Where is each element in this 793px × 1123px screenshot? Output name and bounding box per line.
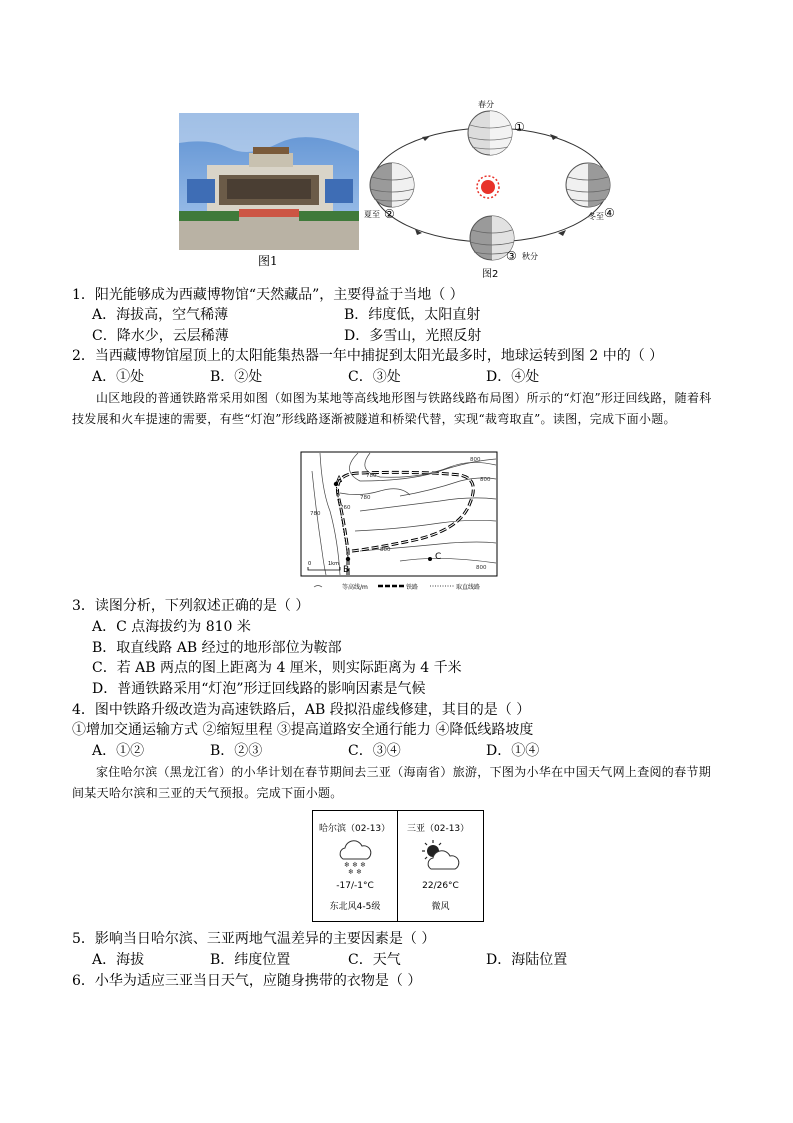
q2-option-c[interactable]: C．③处 [348,369,401,385]
sanya-title: 三亚（02-13） [407,824,470,834]
q3-option-a[interactable]: A．C 点海拔约为 810 米 [92,619,251,635]
q5-stem: 5．影响当日哈尔滨、三亚两地气温差异的主要因素是（ ） [72,931,436,947]
legend-railway: 铁路 [406,584,419,591]
label-n4: ④ [604,206,615,220]
label-dongzhi: 冬至 [588,212,604,221]
globe-2 [370,163,414,207]
q3-option-c[interactable]: C．若 AB 两点的图上距离为 4 厘米，则实际距离为 4 千米 [92,660,462,676]
q5-option-d[interactable]: D．海陆位置 [486,952,568,968]
passage-weather [72,762,722,804]
passage-railway [72,388,722,430]
q5-option-b[interactable]: B．纬度位置 [210,952,291,968]
globe-4 [566,163,610,207]
snow-cloud-icon [335,839,375,875]
fig1-caption: 图1 [258,254,278,268]
q1-stem: 1．阳光能够成为西藏博物馆“天然藏品”，主要得益于当地（ ） [72,287,464,303]
map-contour-780c: 780 [310,511,321,517]
q1-option-d[interactable]: D．多雪山，光照反射 [344,328,482,344]
q2-option-b[interactable]: B．②处 [210,369,263,385]
passage-railway-text: 山区地段的普通铁路常采用如图（如图为某地等高线地形图与铁路线路布局图）所示的“灯泡”形迂回线路，随着科技发展和火车提速的需要，有些“灯泡”形线路逐渐被隧道和桥梁代替，实现“裁弯取直”。读图，完成下面小题。 [72,391,712,426]
q5-option-a[interactable]: A．海拔 [92,952,145,968]
map-contour-800c: 800 [380,547,391,553]
map-contour-760: 760 [340,505,351,511]
q4-option-d[interactable]: D．①④ [486,743,540,759]
q4-stem: 4．图中铁路升级改造为高速铁路后，AB 段拟沿虚线修建，其目的是（ ） [72,702,531,718]
q4-items: ①增加交通运输方式 ②缩短里程 ③提高道路安全通行能力 ④降低线路坡度 [72,722,534,738]
legend-contour: 等高线/m [342,584,368,591]
q2-option-d[interactable]: D．④处 [486,369,540,385]
map-contour-780b: 780 [360,495,371,501]
svg-text:❄ ❄: ❄ ❄ [348,868,362,875]
q4-option-c[interactable]: C．③④ [348,743,401,759]
svg-text:❄ ❄ ❄: ❄ ❄ ❄ [344,861,367,869]
sanya-wind: 微风 [431,902,450,912]
label-n1: ① [514,120,525,134]
globe-1 [468,111,512,155]
q1-option-c[interactable]: C．降水少，云层稀薄 [92,328,229,344]
q3-option-d[interactable]: D．普通铁路采用“灯泡”形迂回线路的影响因素是气候 [92,681,426,697]
map-contour-800a: 800 [470,457,481,463]
map-contour-800b: 800 [480,477,491,483]
label-qiufen: 秋分 [522,252,538,261]
map-contour-800d: 800 [476,565,487,571]
map-label-c: C [435,552,442,562]
map-label-b: B [343,565,350,575]
label-n3: ③ [506,249,517,263]
museum-photo [179,113,359,250]
passage-weather-text: 家住哈尔滨（黑龙江省）的小华计划在春节期间去三亚（海南省）旅游，下图为小华在中国天气网上查阅的春节期间某天哈尔滨和三亚的天气预报。完成下面小题。 [72,765,712,800]
contour-map [300,451,500,593]
weather-forecast-box [312,810,484,922]
fig2-caption: 图2 [482,269,499,280]
q6-stem: 6．小华为适应三亚当日天气，应随身携带的衣物是（ ） [72,973,422,989]
sun-icon [477,176,499,198]
map-scale-0: 0 [308,561,312,567]
label-chunfen: 春分 [478,100,494,109]
q1-option-a[interactable]: A．海拔高，空气稀薄 [92,307,229,323]
q5-option-c[interactable]: C．天气 [348,952,401,968]
sanya-temp: 22/26°C [422,881,459,891]
q2-option-a[interactable]: A．①处 [92,369,145,385]
q1-option-b[interactable]: B．纬度低，太阳直射 [344,307,481,323]
q3-stem: 3．读图分析，下列叙述正确的是（ ） [72,598,310,614]
harbin-title: 哈尔滨（02-13） [319,824,391,834]
legend-straight: 取直线路 [456,584,481,591]
map-scale-1km: 1km [328,561,339,567]
earth-orbit-diagram [362,93,628,283]
q4-option-b[interactable]: B．②③ [210,743,263,759]
map-contour-780a: 780 [366,473,377,479]
label-xiazhi: 夏至 [364,210,380,219]
q4-option-a[interactable]: A．①② [92,743,145,759]
label-n2: ② [384,207,395,221]
q3-option-b[interactable]: B．取直线路 AB 经过的地形部位为鞍部 [92,640,342,656]
map-label-a: A [336,475,343,485]
q2-stem: 2．当西藏博物馆屋顶上的太阳能集热器一年中捕捉到太阳光最多时，地球运转到图 2 中的（ ） [72,348,664,364]
harbin-temp: -17/-1°C [336,881,374,891]
harbin-wind: 东北风4-5级 [329,902,381,912]
sun-cloud-icon [417,839,461,873]
